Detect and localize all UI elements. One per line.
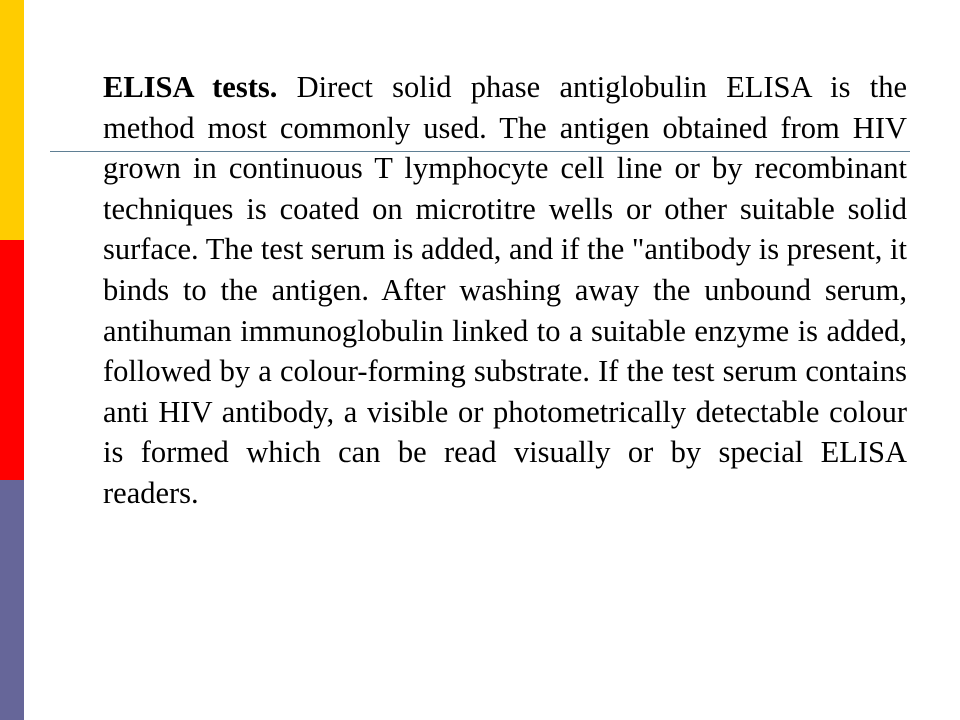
slide-body-text [103,67,907,514]
side-bar-red [0,240,24,480]
slide-heading: ELISA tests. [103,70,278,104]
side-bar-slate [0,480,24,720]
slide-paragraph: Direct solid phase antiglobulin ELISA is the method most commonly used. The antigen obtained from HIV grown in continuous T lymphocyte cell line or by recombinant techniques is coated on microtitre wells or other suitable solid surface. The test serum is added, and if the "antibody is present, it binds to the antigen. After washing away the unbound serum, antihuman immunoglobulin linked to a suitable enzyme is added, followed by a colour-forming substrate. If the test serum contains anti HIV antibody, a visible or photometrically detectable colour is formed which can be read visually or by special ELISA readers. [103,70,908,510]
side-bar-yellow [0,0,24,240]
